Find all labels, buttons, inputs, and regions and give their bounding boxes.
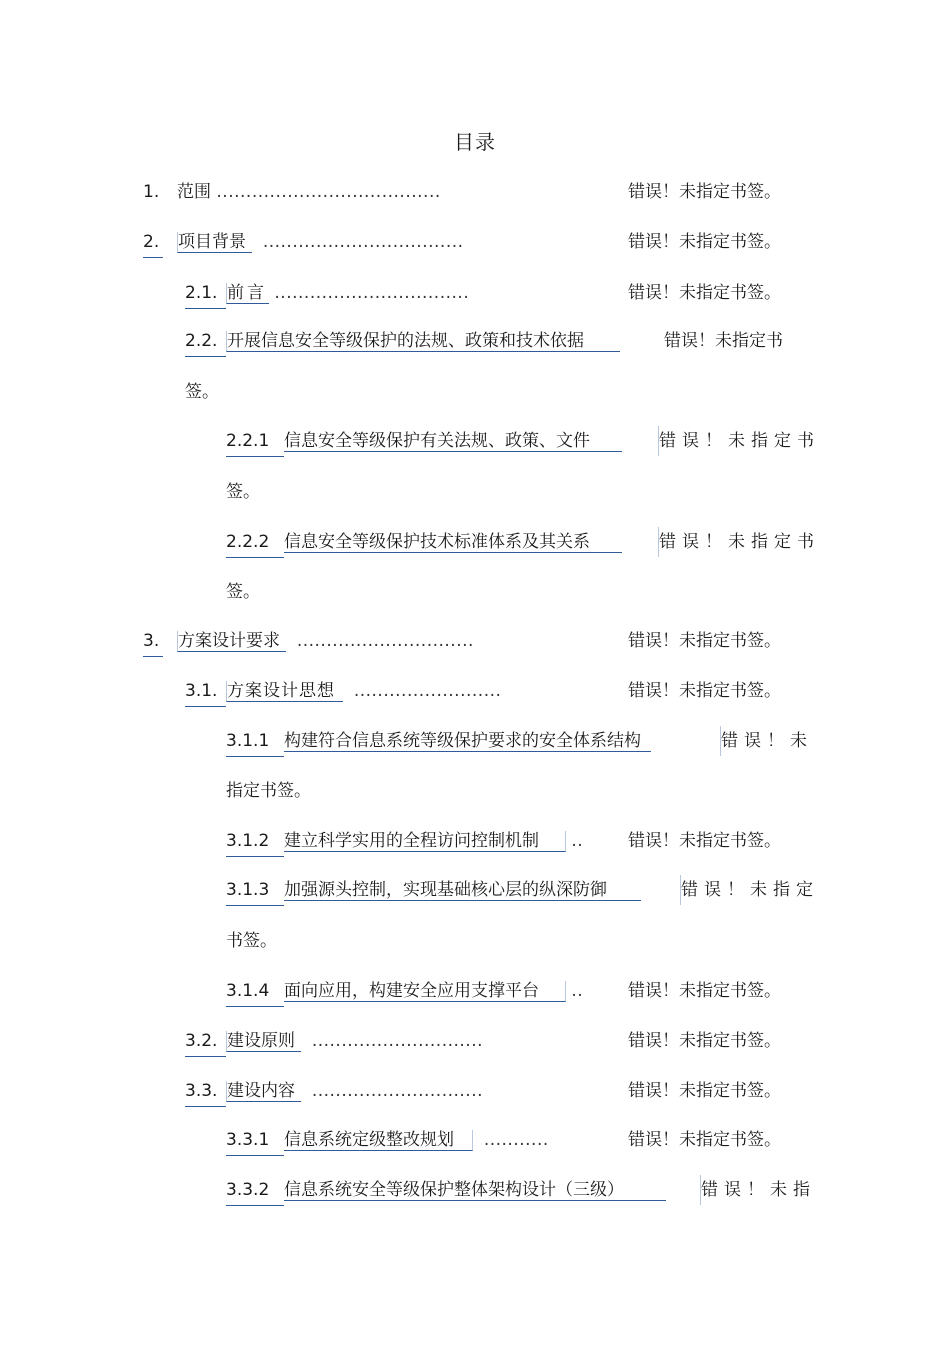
toc-entry-number: 3.2.	[185, 1026, 226, 1057]
toc-entry-link[interactable]: 建设原则	[226, 1031, 301, 1052]
toc-entry-1[interactable]	[143, 177, 441, 207]
toc-entry-2-2-2[interactable]	[226, 527, 622, 557]
toc-entry-number: 3.1.	[185, 676, 226, 707]
toc-entry-number: 3.	[143, 626, 163, 657]
toc-entry-3-3-2[interactable]	[226, 1175, 666, 1205]
toc-page-ref-cont: 签。	[226, 582, 260, 602]
toc-page-ref: 错误！未指定书签。	[628, 283, 781, 303]
toc-page-ref: 错误！未指	[700, 1175, 816, 1205]
toc-entry-3-3[interactable]	[185, 1076, 483, 1106]
toc-entry-link[interactable]: 方案设计要求	[177, 631, 286, 652]
toc-entry-3-1-1[interactable]	[226, 726, 651, 756]
toc-entry-number: 2.1.	[185, 278, 226, 309]
toc-leader-dots: .........................	[353, 681, 502, 701]
toc-entry-number: 3.3.1	[226, 1125, 284, 1156]
toc-entry-3-1-4[interactable]	[226, 976, 583, 1006]
toc-page-ref: 错误！未指定	[680, 875, 819, 905]
toc-page-ref: 错误！未指定书签。	[628, 981, 781, 1001]
toc-leader-dots: ..................................	[262, 232, 464, 252]
toc-entry-link[interactable]: 建设内容	[226, 1081, 301, 1102]
toc-page-ref: 错误！未指定书签。	[628, 182, 781, 202]
toc-entry-3-2[interactable]	[185, 1026, 483, 1056]
toc-entry-link[interactable]: 加强源头控制，实现基础核心层的纵深防御	[284, 880, 641, 901]
toc-entry-number: 3.3.	[185, 1076, 226, 1107]
toc-leader-dots: .............................	[311, 1031, 484, 1051]
toc-entry-link[interactable]: 建立科学实用的全程访问控制机制	[284, 831, 566, 852]
toc-page-ref: 错误！未指定书签。	[628, 831, 781, 851]
toc-entry-link[interactable]: 开展信息安全等级保护的法规、政策和技术依据	[226, 331, 620, 352]
toc-leader-dots: ......................................	[216, 182, 441, 202]
toc-page-ref: 错误！未指定书签。	[628, 1081, 781, 1101]
toc-entry-number: 3.1.4	[226, 976, 284, 1007]
toc-entry-link[interactable]: 项目背景	[177, 232, 252, 253]
toc-entry-link[interactable]: 信息安全等级保护技术标准体系及其关系	[284, 532, 622, 553]
toc-entry-link[interactable]: 信息系统定级整改规划	[284, 1130, 473, 1151]
toc-page-ref: 错误！未指定书签。	[628, 1130, 781, 1150]
toc-leader-dots: ..	[571, 831, 584, 851]
toc-entry-link[interactable]: 前言	[227, 283, 267, 303]
toc-entry-number: 3.1.3	[226, 875, 284, 906]
toc-entry-number: 2.2.1	[226, 426, 284, 457]
toc-entry-3-1-3[interactable]	[226, 875, 641, 905]
toc-entry-number: 3.1.2	[226, 826, 284, 857]
toc-entry-number: 1.	[143, 182, 160, 202]
toc-page-ref-cont: 签。	[185, 382, 219, 402]
toc-entry-number: 3.1.1	[226, 726, 284, 757]
toc-entry-3-1[interactable]	[185, 676, 501, 706]
toc-page-ref: 错误！未	[720, 726, 813, 756]
toc-entry-3[interactable]	[143, 626, 474, 656]
toc-entry-2[interactable]	[143, 227, 464, 257]
toc-leader-dots: .............................	[311, 1081, 484, 1101]
toc-entry-3-3-1[interactable]	[226, 1125, 549, 1155]
toc-leader-dots: ...........	[483, 1130, 549, 1150]
toc-entry-text[interactable]: 范围	[177, 182, 211, 202]
toc-leader-dots: ..............................	[296, 631, 474, 651]
toc-entry-number: 3.3.2	[226, 1175, 284, 1206]
toc-entry-link[interactable]: 方案设计思想	[226, 681, 343, 702]
toc-entry-number: 2.2.	[185, 326, 226, 357]
toc-entry-link[interactable]: 信息系统安全等级保护整体架构设计（三级）	[284, 1180, 666, 1201]
toc-page-ref-cont: 书签。	[226, 931, 277, 951]
toc-entry-2-2[interactable]	[185, 326, 620, 356]
toc-page-ref: 错误！未指定书	[658, 426, 820, 456]
toc-leader-dots: ..	[571, 981, 584, 1001]
toc-page-ref: 错误！未指定书	[664, 331, 783, 351]
toc-entry-number: 2.2.2	[226, 527, 284, 558]
toc-page-ref: 错误！未指定书签。	[628, 232, 781, 252]
toc-entry-3-1-2[interactable]	[226, 826, 583, 856]
toc-entry-number: 2.	[143, 227, 163, 258]
toc-entry-2-1[interactable]	[185, 278, 469, 308]
toc-page-ref: 错误！未指定书签。	[628, 681, 781, 701]
toc-leader-dots: .................................	[274, 283, 470, 303]
toc-entry-link[interactable]: 构建符合信息系统等级保护要求的安全体系结构	[284, 731, 651, 752]
toc-entry-link[interactable]: 信息安全等级保护有关法规、政策、文件	[284, 431, 622, 452]
toc-page-ref-cont: 签。	[226, 482, 260, 502]
toc-page-ref: 错误！未指定书	[658, 527, 820, 557]
toc-entry-2-2-1[interactable]	[226, 426, 622, 456]
toc-page-ref: 错误！未指定书签。	[628, 631, 781, 651]
toc-page-ref-cont: 指定书签。	[226, 781, 311, 801]
toc-entry-link[interactable]: 面向应用，构建安全应用支撑平台	[284, 981, 566, 1002]
toc-page-ref: 错误！未指定书签。	[628, 1031, 781, 1051]
toc-title: 目录	[454, 130, 496, 154]
